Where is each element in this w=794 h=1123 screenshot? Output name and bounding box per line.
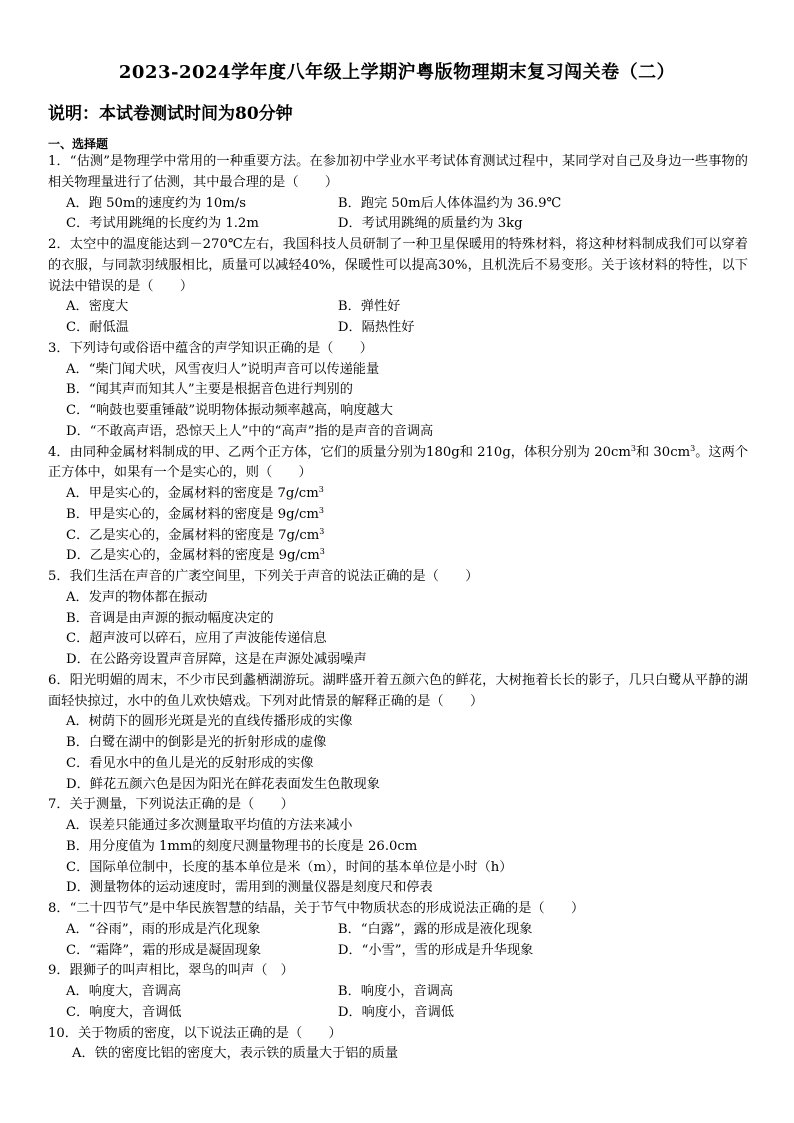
options-row <box>48 920 748 941</box>
exam-note: 说明：本试卷测试时间为80分钟 <box>48 104 293 124</box>
question-2 <box>48 235 748 339</box>
option-text: C．乙是实心的，金属材料的密度是 7g/cm <box>66 527 320 543</box>
question-stem: 7．关于测量，下列说法正确的是（ ） <box>48 797 294 813</box>
question-10 <box>48 1024 748 1066</box>
option-b: B．“白露”，露的形成是液化现象 <box>337 921 533 937</box>
option-c: C．超声波可以碎石，应用了声波能传递信息 <box>66 631 327 647</box>
option-b: B．弹性好 <box>337 299 401 315</box>
question-stem: 5．我们生活在声音的广袤空间里，下列关于声音的说法正确的是（ ） <box>48 569 479 584</box>
option-d <box>48 546 748 567</box>
option-a: A．响度大，音调高 <box>66 984 182 999</box>
option-d: D．“小雪”，雪的形成是升华现象 <box>337 942 534 958</box>
option-a: A．“谷雨”，雨的形成是汽化现象 <box>66 921 261 937</box>
option-text: A．甲是实心的，金属材料的密度是 7g/cm <box>66 486 319 501</box>
option-a <box>48 484 748 505</box>
option-a: A．树荫下的圆形光斑是光的直线传播形成的实像 <box>66 714 353 730</box>
option-b: B．跑完 50m后人体体温约为 36.9℃ <box>337 195 562 211</box>
option-b: B．白鹭在湖中的倒影是光的折射形成的虚像 <box>66 735 327 750</box>
option-d: D．在公路旁设置声音屏障，这是在声源处减弱噪声 <box>66 652 367 667</box>
question-stem: 9．跟狮子的叫声相比，翠鸟的叫声（ ） <box>48 963 294 979</box>
stem-part: 。这两个正方体中，如果有一个是实心的，则（ ） <box>48 444 749 481</box>
superscript: 3 <box>318 485 324 494</box>
option-a: A．误差只能通过多次测量取平均值的方法来减小 <box>66 818 353 833</box>
question-stem: 10．关于物质的密度，以下说法正确的是（ ） <box>48 1025 342 1041</box>
superscript: 3 <box>318 505 324 515</box>
question-stem: 2．太空中的温度能达到－270℃左右，我国科技人员研制了一种卫星保暖用的特殊材料，将这种材料制成我们可以穿着的衣服，与同款羽绒服相比，质量可以减轻40%，保暖性可以提高30%，且机洗后不易变形。关于该材料的特性，以下说法中错误的是（ ） <box>48 237 748 294</box>
section-title: 一、选择题 <box>48 137 109 151</box>
options-row <box>48 214 748 235</box>
options-row <box>48 1003 748 1024</box>
question-stem: 6．阳光明媚的周末，不少市民到蠡栖湖游玩。湖畔盛开着五颜六色的鲜花，大树拖着长长的影子，几只白鹭从平静的湖面轻快掠过，水中的鱼儿欢快嬉戏。下列对此情景的解释正确的是（ ） <box>48 672 748 709</box>
option-a: A．铁的密度比铝的密度大，表示铁的质量大于铝的质量 <box>72 1046 399 1062</box>
option-b: B．音调是由声源的振动幅度决定的 <box>66 610 274 626</box>
question-6 <box>48 671 748 796</box>
options-row <box>48 297 748 318</box>
question-8 <box>48 899 748 961</box>
option-d: D．隔热性好 <box>337 320 415 335</box>
option-d: D．鲜花五颜六色是因为阳光在鲜花表面发生色散现象 <box>66 776 380 792</box>
option-c: C．看见水中的鱼儿是光的反射形成的实像 <box>66 755 314 771</box>
option-d: D．响度小，音调低 <box>337 1004 454 1020</box>
question-1 <box>48 152 748 235</box>
superscript: 3 <box>630 443 636 453</box>
option-b: B．用分度值为 1mm的刻度尺测量物理书的长度是 26.0cm <box>66 838 418 854</box>
exam-title: 2023-2024学年度八年级上学期沪粤版物理期末复习闯关卷（二） <box>118 62 676 83</box>
option-c: C．响度大，音调低 <box>66 1004 182 1020</box>
question-stem: 1．“估测”是物理学中常用的一种重要方法。在参加初中学业水平考试体育测试过程中，某同学对自己及身边一些事物的相关物理量进行了估测，其中最合理的是（ ） <box>48 154 748 190</box>
option-d: D．测量物体的运动速度时，需用到的测量仪器是刻度尺和停表 <box>66 880 433 896</box>
option-b: B．响度小，音调高 <box>337 984 454 999</box>
option-d: D．考试用跳绳的质量约为 3kg <box>337 216 523 232</box>
option-d: D．“不敢高声语，恐惊天上人”中的“高声”指的是声音的音调高 <box>66 423 434 439</box>
option-c: C．“响鼓也要重锤敲”说明物体振动频率越高，响度越大 <box>66 403 393 418</box>
superscript: 3 <box>319 526 325 536</box>
option-text: B．甲是实心的，金属材料的密度是 9g/cm <box>66 506 319 522</box>
option-a: A．“柴门闻犬吠，风雪夜归人”说明声音可以传递能量 <box>66 361 380 377</box>
question-stem: 3．下列诗句或俗语中蕴含的声学知识正确的是（ ） <box>48 340 373 356</box>
superscript: 3 <box>319 547 325 557</box>
option-c: C．耐低温 <box>66 320 129 335</box>
question-5 <box>48 567 748 671</box>
stem-part: 和 30cm <box>635 444 691 460</box>
question-stem <box>48 443 748 485</box>
question-4 <box>48 443 748 568</box>
options-row <box>48 194 748 215</box>
option-c: C．“霜降”，霜的形成是凝固现象 <box>66 942 262 958</box>
option-c: C．国际单位制中，长度的基本单位是米（m），时间的基本单位是小时（h） <box>66 859 513 875</box>
stem-part: 4．由同种金属材料制成的甲、乙两个正方体，它们的质量分别为180g和 210g，体积分别为 20cm <box>48 444 631 460</box>
question-9 <box>48 961 748 1023</box>
option-c <box>48 526 748 547</box>
question-3 <box>48 339 748 443</box>
option-a: A．跑 50m的速度约为 10m/s <box>66 195 247 211</box>
option-b <box>48 505 748 526</box>
option-a: A．发声的物体都在振动 <box>66 589 208 605</box>
option-text: D．乙是实心的，金属材料的密度是 9g/cm <box>66 548 320 564</box>
options-row <box>48 318 748 339</box>
question-stem: 8．“二十四节气”是中华民族智慧的结晶，关于节气中物质状态的形成说法正确的是（ ） <box>48 901 585 916</box>
options-row <box>48 941 748 962</box>
option-c: C．考试用跳绳的长度约为 1.2m <box>66 216 259 232</box>
question-list <box>48 152 748 1065</box>
option-a: A．密度大 <box>66 299 129 315</box>
options-row <box>48 982 748 1003</box>
option-b: B．“闻其声而知其人”主要是根据音色进行判别的 <box>66 382 353 398</box>
superscript: 3 <box>690 443 696 453</box>
question-7 <box>48 795 748 899</box>
